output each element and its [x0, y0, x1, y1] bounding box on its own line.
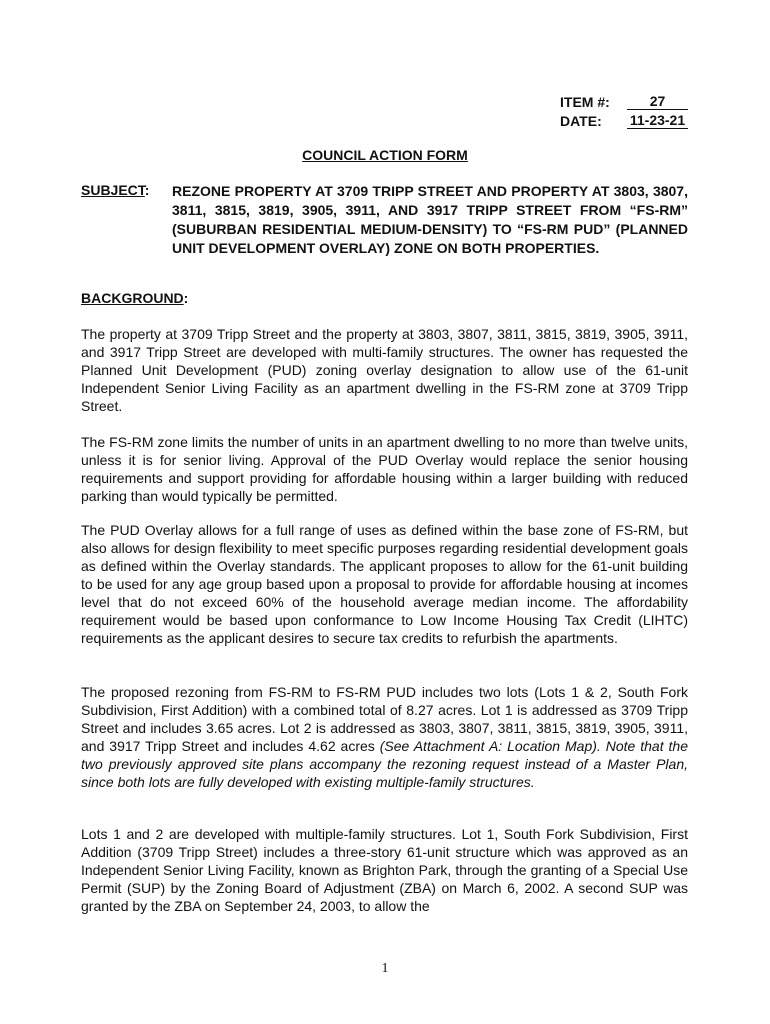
paragraph-4-italic-note: (See Attachment A: Location Map). Note that the two previously approved site plans accompany the rezoning request instead of a Master Plan, since both lots are fully developed with existing multiple-family structures. [81, 738, 688, 790]
subject-label [81, 182, 149, 198]
subject-label-text: SUBJECT [81, 182, 145, 198]
background-paragraph-2: The FS-RM zone limits the number of units in an apartment dwelling to no more than twelve units, unless it is for senior living. Approval of the PUD Overlay would replace the senior housing requirements and support providing for affordable housing within a larger building with reduced parking than would typically be permitted. [81, 434, 688, 504]
background-heading [81, 290, 188, 306]
item-number-row [560, 93, 688, 112]
page-number: 1 [381, 961, 389, 976]
item-number-value: 27 [627, 93, 688, 110]
item-number-label: ITEM #: [560, 94, 610, 110]
date-row [560, 112, 688, 131]
background-paragraph-1: The property at 3709 Tripp Street and the property at 3803, 3807, 3811, 3815, 3819, 3905, 3911, and 3917 Tripp Street are developed with multi-family structures. The owner has requested the Planned Unit Development (PUD) zoning overlay designation to allow use of the 61-unit Independent Senior Living Facility as an apartment dwelling in the FS-RM zone at 3709 Tripp Street. [81, 326, 688, 414]
date-value: 11-23-21 [627, 112, 688, 129]
form-title: COUNCIL ACTION FORM [302, 147, 468, 163]
subject-label-colon: : [144, 182, 150, 198]
background-paragraph-4 [81, 683, 688, 791]
background-paragraph-3: The PUD Overlay allows for a full range of uses as defined within the base zone of FS-RM, but also allows for design flexibility to meet specific purposes regarding residential development goals as defined within the Overlay standards. The applicant proposes to allow for the 61-unit building to be used for any age group based upon a proposal to provide for affordable housing at incomes level that do not exceed 60% of the household average median income. The affordability requirement would be based upon conformance to Low Income Housing Tax Credit (LIHTC) requirements as the applicant desires to secure tax credits to refurbish the apartments. [81, 522, 688, 646]
paragraph-4-text: The proposed rezoning from FS-RM to FS-RM PUD includes two lots (Lots 1 & 2, South Fork Subdivision, First Addition) with a combined total of 8.27 acres. Lot 1 is addressed as 3709 Tripp Street and includes 3.65 acres. Lot 2 is addressed as 3803, 3807, 3811, 3815, 3819, 3905, 3911, and 3917 Tripp Street and includes 4.62 acres [81, 684, 688, 754]
subject-text: REZONE PROPERTY AT 3709 TRIPP STREET AND PROPERTY AT 3803, 3807, 3811, 3815, 3819, 3905, 3911, AND 3917 TRIPP STREET FROM “FS-RM” (SUBURBAN RESIDENTIAL MEDIUM-DENSITY) TO “FS-RM PUD” (PLANNED UNIT DEVELOPMENT OVERLAY) ZONE ON BOTH PROPERTIES. [172, 183, 688, 256]
date-label: DATE: [560, 113, 602, 129]
background-heading-colon: : [183, 290, 189, 306]
background-paragraph-5: Lots 1 and 2 are developed with multiple-family structures. Lot 1, South Fork Subdivision, First Addition (3709 Tripp Street) includes a three-story 61-unit structure which was approved as an Independent Senior Living Facility, known as Brighton Park, through the granting of a Special Use Permit (SUP) by the Zoning Board of Adjustment (ZBA) on March 6, 2002. A second SUP was granted by the ZBA on September 24, 2003, to allow the [81, 826, 688, 914]
background-heading-text: BACKGROUND [81, 290, 184, 306]
item-date-block [560, 93, 688, 131]
